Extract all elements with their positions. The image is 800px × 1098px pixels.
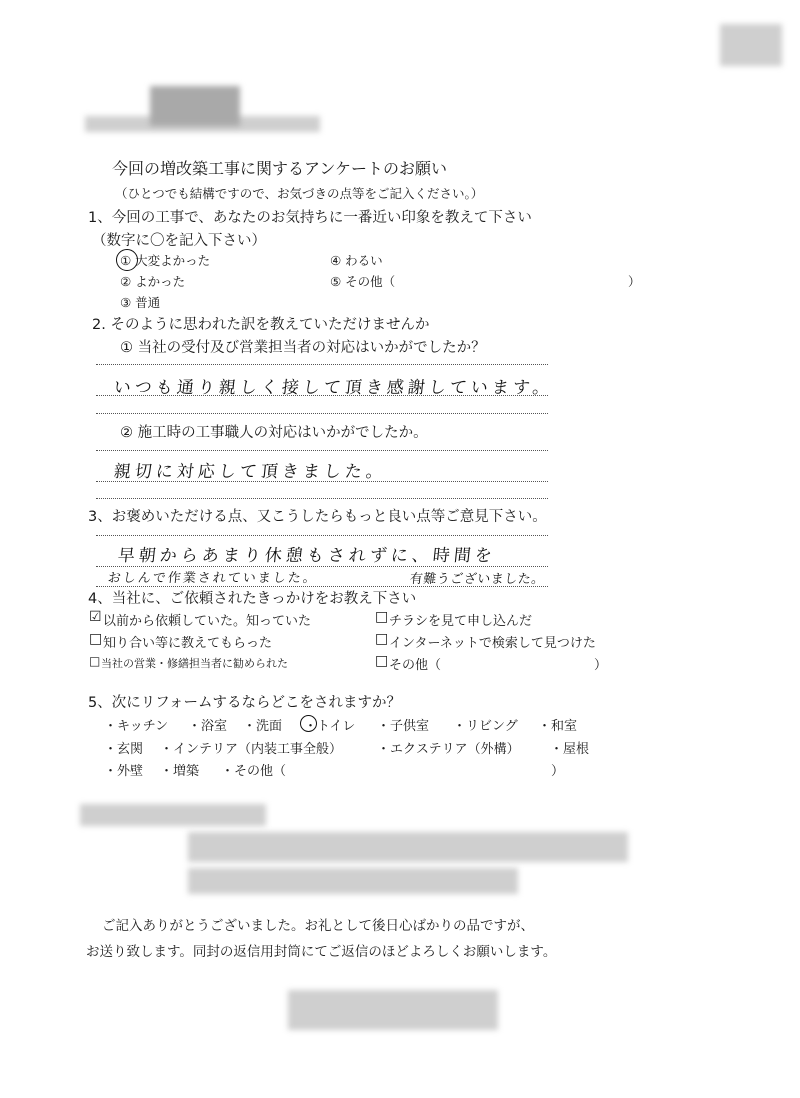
redacted-top-right bbox=[720, 24, 782, 66]
survey-subtitle: （ひとつでも結構ですので、お気づきの点等をご記入ください。） bbox=[115, 186, 484, 201]
q4-checkbox-3[interactable]: □ bbox=[89, 654, 101, 668]
q5-option-other[interactable]: ・その他（ bbox=[221, 764, 287, 779]
q1-label: 1、今回の工事で、あなたのお気持ちに一番近い印象を教えて下さい bbox=[88, 210, 532, 226]
q4-option-2: 知り合い等に教えてもらった bbox=[103, 636, 273, 651]
q5-option-roof[interactable]: ・屋根 bbox=[550, 742, 590, 757]
q5-option-kids-room[interactable]: ・子供室 bbox=[377, 719, 430, 734]
redacted-header-name-dark bbox=[150, 86, 240, 126]
q2-sub1: ① 当社の受付及び営業担当者の対応はいかがでしたか？ bbox=[120, 340, 486, 356]
answer-line bbox=[96, 498, 548, 499]
q3-answer-line2[interactable]: おしんで作業されていました。 bbox=[107, 571, 319, 586]
q4-label: 4、当社に、ご依頼されたきっかけをお教え下さい bbox=[88, 591, 417, 607]
q4-option-4: チラシを見て申し込んだ bbox=[389, 614, 533, 629]
q5-option-exterior[interactable]: ・エクステリア（外構） bbox=[377, 742, 520, 757]
q1-option-5[interactable]: ⑤ その他（ bbox=[330, 274, 396, 289]
q4-checkbox-6[interactable]: □ bbox=[375, 653, 389, 669]
q1-note: （数字に〇を記入下さい） bbox=[92, 233, 266, 249]
q5-option-toilet[interactable]: ・トイレ bbox=[304, 719, 356, 734]
redacted-respondent-info-1 bbox=[188, 832, 628, 862]
q4-option-3: 当社の営業・修繕担当者に勧められた bbox=[101, 657, 288, 670]
q5-option-japanese-room[interactable]: ・和室 bbox=[538, 719, 578, 734]
redacted-respondent-info-2 bbox=[188, 868, 518, 894]
answer-line bbox=[96, 481, 548, 482]
q4-checkbox-1[interactable]: ☑ bbox=[89, 609, 102, 625]
q4-option-5: インターネットで検索して見つけた bbox=[389, 636, 596, 651]
survey-title: 今回の増改築工事に関するアンケートのお願い bbox=[112, 159, 448, 178]
q3-answer-line1[interactable]: 早朝からあまり休憩もされずに、時間を bbox=[116, 546, 497, 566]
q5-option-living[interactable]: ・リビング bbox=[453, 719, 518, 734]
q4-option-6-close: ） bbox=[594, 658, 608, 673]
q5-option-entrance[interactable]: ・玄関 bbox=[104, 742, 144, 757]
q4-option-6: その他（ bbox=[389, 658, 442, 673]
answer-line bbox=[96, 535, 548, 536]
q5-option-extension[interactable]: ・増築 bbox=[160, 764, 200, 779]
q1-option-3[interactable]: ③ 普通 bbox=[120, 295, 161, 310]
q5-option-outer-wall[interactable]: ・外壁 bbox=[104, 764, 144, 779]
q2-answer2[interactable]: 親切に対応して頂きました。 bbox=[112, 462, 388, 482]
q5-label: 5、次にリフォームするならどこをされますか？ bbox=[88, 695, 401, 711]
answer-line bbox=[96, 413, 548, 414]
q5-option-kitchen[interactable]: ・キッチン bbox=[104, 719, 169, 734]
q5-option-other-close: ） bbox=[551, 764, 565, 779]
answer-line bbox=[96, 450, 548, 451]
redacted-respondent-label bbox=[80, 804, 266, 826]
redacted-footer-company bbox=[288, 990, 498, 1030]
q1-option-1[interactable]: ① 大変よかった bbox=[120, 253, 211, 268]
q2-sub2: ② 施工時の工事職人の対応はいかがでしたか。 bbox=[120, 425, 428, 441]
q5-option-interior[interactable]: ・インテリア（内装工事全般） bbox=[160, 742, 343, 757]
q3-answer-line2b[interactable]: 有難うございました。 bbox=[409, 572, 546, 587]
q1-option-5-close: ） bbox=[628, 274, 641, 289]
closing-line-1: ご記入ありがとうございました。お礼として後日心ばかりの品ですが、 bbox=[102, 918, 534, 934]
q4-option-1: 以前から依頼していた。知っていた bbox=[103, 614, 312, 629]
q5-option-bath[interactable]: ・浴室 bbox=[188, 719, 228, 734]
q4-checkbox-4[interactable]: □ bbox=[375, 609, 389, 625]
q4-checkbox-2[interactable]: □ bbox=[89, 631, 103, 647]
q1-option-2[interactable]: ② よかった bbox=[120, 274, 186, 289]
q1-option-4[interactable]: ④ わるい bbox=[330, 253, 383, 268]
q2-answer1[interactable]: いつも通り親しく接して頂き感謝しています。 bbox=[112, 378, 555, 398]
closing-line-2: お送り致します。同封の返信用封筒にてご返信のほどよろしくお願いします。 bbox=[86, 944, 557, 960]
q5-option-washroom[interactable]: ・洗面 bbox=[243, 719, 283, 734]
answer-line bbox=[96, 364, 548, 365]
answer-line bbox=[96, 395, 548, 396]
q3-label: 3、お褒めいただける点、又こうしたらもっと良い点等ご意見下さい。 bbox=[88, 509, 547, 525]
q4-checkbox-5[interactable]: □ bbox=[375, 631, 389, 647]
q2-label: 2. そのように思われた訳を教えていただけませんか bbox=[92, 317, 430, 333]
